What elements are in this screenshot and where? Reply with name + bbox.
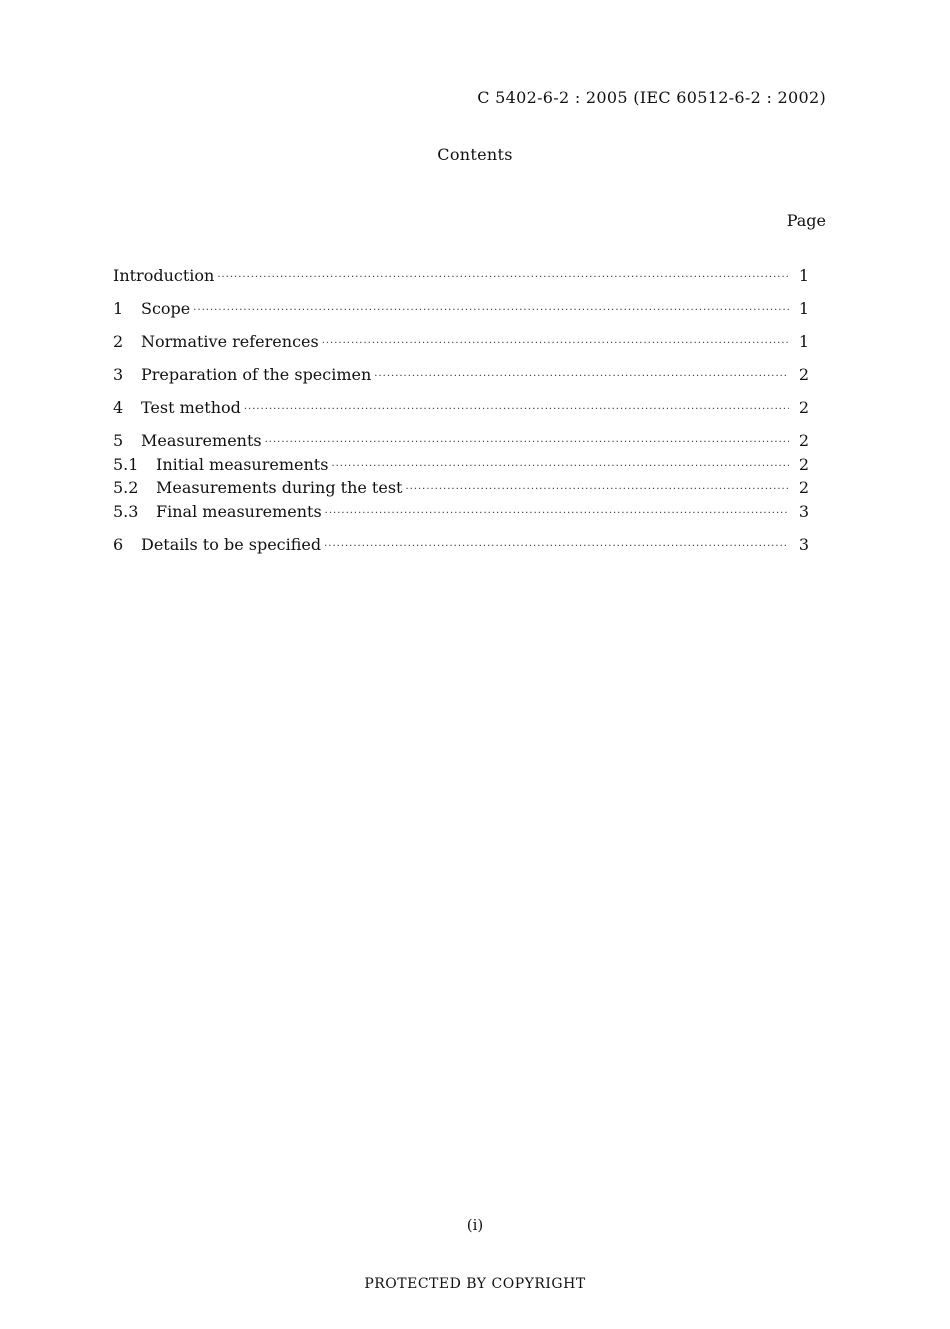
toc-row[interactable]: [113, 502, 809, 524]
toc-number: 6: [113, 535, 124, 554]
toc-title: Measurements: [141, 431, 262, 450]
toc-number: 4: [113, 398, 124, 417]
toc-page: 3: [798, 535, 809, 554]
toc-title: Measurements during the test: [156, 478, 403, 497]
toc-page: 2: [798, 455, 809, 474]
toc-page: 3: [798, 502, 809, 521]
toc-number: 5.3: [113, 502, 139, 521]
toc-number: 1: [113, 299, 124, 318]
toc-number: 3: [113, 365, 124, 384]
toc-page: 2: [798, 478, 809, 497]
toc-page: 1: [798, 266, 809, 285]
toc-leader: [325, 508, 789, 528]
toc-leader: [193, 305, 789, 325]
toc-row[interactable]: [113, 365, 809, 387]
toc-leader: [322, 338, 789, 358]
toc-title: Preparation of the specimen: [141, 365, 372, 384]
toc-leader: [244, 404, 789, 424]
page-number: (i): [466, 1216, 484, 1234]
toc-title: Normative references: [141, 332, 319, 351]
toc-row[interactable]: [113, 266, 809, 288]
toc-leader: [265, 437, 789, 457]
toc-row[interactable]: [113, 478, 809, 500]
toc-page: 2: [798, 365, 809, 384]
page-column-label: Page: [786, 211, 826, 230]
toc-page: 1: [798, 299, 809, 318]
toc-number: 2: [113, 332, 124, 351]
toc-title: Introduction: [113, 266, 215, 285]
toc-title: Test method: [141, 398, 241, 417]
toc-row[interactable]: [113, 332, 809, 354]
toc-leader: [217, 272, 789, 292]
toc-leader: [405, 484, 789, 504]
copyright-notice: PROTECTED BY COPYRIGHT: [364, 1276, 586, 1292]
toc-row[interactable]: [113, 455, 809, 477]
toc-row[interactable]: [113, 431, 809, 453]
toc-title: Final measurements: [156, 502, 322, 521]
toc-title: Scope: [141, 299, 191, 318]
standard-id: C 5402-6-2 : 2005 (IEC 60512-6-2 : 2002): [477, 88, 826, 107]
toc-row[interactable]: [113, 299, 809, 321]
toc-leader: [324, 541, 789, 561]
toc-page: 2: [798, 398, 809, 417]
toc-leader: [374, 371, 789, 391]
contents-title: Contents: [437, 145, 513, 164]
toc-title: Initial measurements: [156, 455, 329, 474]
toc-row[interactable]: [113, 535, 809, 557]
toc-number: 5: [113, 431, 124, 450]
toc-page: 1: [798, 332, 809, 351]
toc-row[interactable]: [113, 398, 809, 420]
toc-number: 5.2: [113, 478, 139, 497]
toc-number: 5.1: [113, 455, 139, 474]
toc-title: Details to be specified: [141, 535, 322, 554]
toc-page: 2: [798, 431, 809, 450]
